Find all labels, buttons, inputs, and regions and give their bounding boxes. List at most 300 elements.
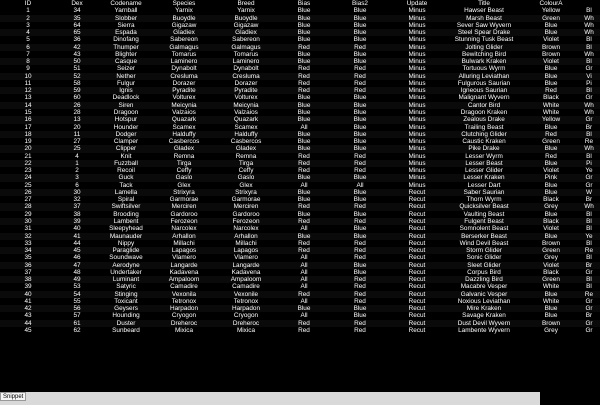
table-row[interactable] bbox=[0, 36, 600, 43]
table-row[interactable] bbox=[0, 291, 600, 298]
cell-coloura: Pink bbox=[524, 174, 578, 181]
cell-coloura: Black bbox=[524, 94, 578, 101]
cell-colourb: Bl bbox=[578, 7, 600, 14]
cell-coloura: Grey bbox=[524, 327, 578, 334]
cell-codename: Hotspur bbox=[98, 116, 154, 123]
cell-coloura: White bbox=[524, 298, 578, 305]
cell-colourb: Gr bbox=[578, 305, 600, 312]
cell-bias: Red bbox=[278, 44, 330, 51]
cell-title: Savage Kraken bbox=[444, 312, 524, 319]
cell-codename: Yarnball bbox=[98, 7, 154, 14]
cell-breed: Harpadon bbox=[214, 305, 278, 312]
cell-dex: 38 bbox=[56, 211, 98, 218]
cell-codename: Nether bbox=[98, 73, 154, 80]
cell-breed: Volturex bbox=[214, 94, 278, 101]
cell-codename: Recoil bbox=[98, 167, 154, 174]
cell-bias2: Red bbox=[330, 254, 390, 261]
cell-id: 4 bbox=[0, 29, 56, 36]
table-row[interactable] bbox=[0, 247, 600, 254]
cell-update: Recut bbox=[390, 247, 444, 254]
cell-update: Minus bbox=[390, 44, 444, 51]
cell-codename: Dodger bbox=[98, 131, 154, 138]
table-row[interactable] bbox=[0, 320, 600, 327]
cell-bias2: Blue bbox=[330, 7, 390, 14]
table-row[interactable] bbox=[0, 262, 600, 269]
cell-colourb: Br bbox=[578, 196, 600, 203]
cell-species: Gaslo bbox=[154, 174, 214, 181]
cell-colourb: Wh bbox=[578, 15, 600, 22]
cell-bias: Red bbox=[278, 247, 330, 254]
cell-update: Recut bbox=[390, 305, 444, 312]
cell-title: Zealous Drake bbox=[444, 116, 524, 123]
cell-id: 22 bbox=[0, 160, 56, 167]
cell-title: Sleet Glider bbox=[444, 262, 524, 269]
cell-id: 21 bbox=[0, 153, 56, 160]
cell-dex: 42 bbox=[56, 44, 98, 51]
cell-title: Macabre Vesper bbox=[444, 283, 524, 290]
table-row[interactable] bbox=[0, 160, 600, 167]
cell-codename: Brooding bbox=[98, 211, 154, 218]
cell-coloura: Yellow bbox=[524, 116, 578, 123]
cell-dex: 30 bbox=[56, 189, 98, 196]
cell-title: Caustic Kraken bbox=[444, 138, 524, 145]
cell-dex: 62 bbox=[56, 327, 98, 334]
cell-bias2: Blue bbox=[330, 225, 390, 232]
cell-dex: 3 bbox=[56, 174, 98, 181]
cell-colourb: Br bbox=[578, 124, 600, 131]
table-row[interactable] bbox=[0, 189, 600, 196]
cell-codename: Stinging bbox=[98, 291, 154, 298]
cell-bias2: Red bbox=[330, 218, 390, 225]
cell-title: Berserker Beast bbox=[444, 233, 524, 240]
cell-id: 15 bbox=[0, 109, 56, 116]
cell-colourb: W bbox=[578, 189, 600, 196]
cell-title: Bulwark Kraken bbox=[444, 58, 524, 65]
cell-update: Minus bbox=[390, 131, 444, 138]
cell-id: 3 bbox=[0, 22, 56, 29]
cell-dex: 4 bbox=[56, 153, 98, 160]
cell-title: Lesser Dart bbox=[444, 182, 524, 189]
cell-bias: Red bbox=[278, 320, 330, 327]
cell-coloura: Green bbox=[524, 138, 578, 145]
cell-coloura: Blue bbox=[524, 65, 578, 72]
cell-dex: 11 bbox=[56, 131, 98, 138]
table-row[interactable] bbox=[0, 269, 600, 276]
cell-bias2: Blue bbox=[330, 305, 390, 312]
table-row[interactable] bbox=[0, 94, 600, 101]
cell-bias: Red bbox=[278, 327, 330, 334]
cell-dex: 54 bbox=[56, 291, 98, 298]
cell-update: Minus bbox=[390, 124, 444, 131]
cell-colourb: Wh bbox=[578, 145, 600, 152]
table-body bbox=[0, 7, 600, 334]
cell-codename: Sunbeard bbox=[98, 327, 154, 334]
cell-bias2: Red bbox=[330, 203, 390, 210]
table-row[interactable] bbox=[0, 218, 600, 225]
cell-dex: 35 bbox=[56, 15, 98, 22]
cell-update: Recut bbox=[390, 211, 444, 218]
cell-id: 8 bbox=[0, 58, 56, 65]
cell-id: 40 bbox=[0, 291, 56, 298]
cell-dex: 13 bbox=[56, 116, 98, 123]
column-header-dex[interactable]: Dex bbox=[71, 0, 83, 8]
cell-codename: Knit bbox=[98, 153, 154, 160]
table-row[interactable] bbox=[0, 233, 600, 240]
table-row[interactable] bbox=[0, 109, 600, 116]
table-row[interactable] bbox=[0, 73, 600, 80]
cell-update: Recut bbox=[390, 283, 444, 290]
cell-title: Thorn Wyrm bbox=[444, 196, 524, 203]
cell-colourb: Bl bbox=[578, 276, 600, 283]
table-row[interactable] bbox=[0, 298, 600, 305]
cell-id: 43 bbox=[0, 312, 56, 319]
table-row[interactable] bbox=[0, 145, 600, 152]
bottom-bar bbox=[0, 392, 540, 405]
cell-colourb: Bl bbox=[578, 44, 600, 51]
cell-colourb: Bl bbox=[578, 240, 600, 247]
cell-codename: Slobber bbox=[98, 15, 154, 22]
table-row[interactable] bbox=[0, 240, 600, 247]
cell-bias: Red bbox=[278, 218, 330, 225]
cell-bias2: Red bbox=[330, 167, 390, 174]
cell-id: 12 bbox=[0, 87, 56, 94]
cell-coloura: Blue bbox=[524, 189, 578, 196]
table-row[interactable] bbox=[0, 327, 600, 334]
cell-breed: Langarde bbox=[214, 262, 278, 269]
cell-id: 20 bbox=[0, 145, 56, 152]
table-row[interactable] bbox=[0, 80, 600, 87]
column-header-title[interactable]: Title bbox=[478, 0, 490, 8]
cell-coloura: White bbox=[524, 109, 578, 116]
cell-codename: Geysers bbox=[98, 305, 154, 312]
cell-bias: Blue bbox=[278, 131, 330, 138]
cell-species: Halduffy bbox=[154, 131, 214, 138]
table-row[interactable] bbox=[0, 51, 600, 58]
cell-bias2: Red bbox=[330, 65, 390, 72]
cell-bias2: Red bbox=[330, 80, 390, 87]
cell-dex: 6 bbox=[56, 182, 98, 189]
cell-breed: Arhallon bbox=[214, 233, 278, 240]
cell-id: 26 bbox=[0, 189, 56, 196]
cell-id: 19 bbox=[0, 138, 56, 145]
column-header-codename[interactable]: Codename bbox=[110, 0, 142, 8]
cell-title: Pike Drake bbox=[444, 145, 524, 152]
column-header-breed[interactable]: Breed bbox=[237, 0, 255, 8]
cell-codename: Aerodyne bbox=[98, 262, 154, 269]
cell-colourb: Re bbox=[578, 247, 600, 254]
cell-species: Buoydle bbox=[154, 15, 214, 22]
cell-bias: Blue bbox=[278, 22, 330, 29]
table-row[interactable] bbox=[0, 65, 600, 72]
cell-colourb: Wh bbox=[578, 22, 600, 29]
cell-bias: Blue bbox=[278, 305, 330, 312]
cell-colourb: Bl bbox=[578, 283, 600, 290]
table-row[interactable] bbox=[0, 22, 600, 29]
cell-codename: Casque bbox=[98, 58, 154, 65]
cell-colourb: Bl bbox=[578, 153, 600, 160]
cell-species: Ceffy bbox=[154, 167, 214, 174]
cell-coloura: Blue bbox=[524, 211, 578, 218]
cell-update: Recut bbox=[390, 262, 444, 269]
cell-breed: Garmorae bbox=[214, 196, 278, 203]
cell-title: Marsh Beast bbox=[444, 15, 524, 22]
cell-bias2: Blue bbox=[330, 211, 390, 218]
cell-codename: Undertaker bbox=[98, 269, 154, 276]
cell-bias2: Blue bbox=[330, 102, 390, 109]
cell-coloura: Grey bbox=[524, 254, 578, 261]
cell-breed: Ampaloom bbox=[214, 276, 278, 283]
cell-breed: Glex bbox=[214, 182, 278, 189]
cell-species: Cryogon bbox=[154, 312, 214, 319]
cell-update: Minus bbox=[390, 73, 444, 80]
cell-dex: 57 bbox=[56, 312, 98, 319]
cell-coloura: Grey bbox=[524, 203, 578, 210]
cell-breed: Buoydle bbox=[214, 15, 278, 22]
cell-dex: 37 bbox=[56, 203, 98, 210]
snippet-button[interactable]: Snippet bbox=[0, 392, 26, 401]
cell-bias: Blue bbox=[278, 174, 330, 181]
cell-update: Minus bbox=[390, 167, 444, 174]
column-header-id[interactable]: ID bbox=[24, 0, 32, 8]
cell-dex: 64 bbox=[56, 22, 98, 29]
cell-update: Minus bbox=[390, 153, 444, 160]
cell-bias2: Blue bbox=[330, 196, 390, 203]
cell-dex: 25 bbox=[56, 145, 98, 152]
cell-coloura: Red bbox=[524, 131, 578, 138]
cell-coloura: White bbox=[524, 283, 578, 290]
cell-bias2: Blue bbox=[330, 312, 390, 319]
cell-id: 30 bbox=[0, 218, 56, 225]
cell-colourb: Wh bbox=[578, 109, 600, 116]
cell-id: 38 bbox=[0, 276, 56, 283]
table-row[interactable] bbox=[0, 29, 600, 36]
cell-title: Vaulting Beast bbox=[444, 211, 524, 218]
table-row[interactable] bbox=[0, 7, 600, 14]
cell-dex: 34 bbox=[56, 7, 98, 14]
cell-colourb: Bl bbox=[578, 211, 600, 218]
cell-coloura: Violet bbox=[524, 58, 578, 65]
column-header-update[interactable]: Update bbox=[406, 0, 428, 8]
cell-bias: Blue bbox=[278, 15, 330, 22]
table-row[interactable] bbox=[0, 196, 600, 203]
cell-coloura: Violet bbox=[524, 262, 578, 269]
cell-species: Millachi bbox=[154, 240, 214, 247]
cell-bias: All bbox=[278, 225, 330, 232]
column-header-bias[interactable]: Bias bbox=[297, 0, 311, 8]
cell-species: Vlamero bbox=[154, 254, 214, 261]
cell-update: Recut bbox=[390, 276, 444, 283]
cell-bias2: Red bbox=[330, 87, 390, 94]
cell-coloura: Green bbox=[524, 276, 578, 283]
cell-breed: Tomarus bbox=[214, 51, 278, 58]
cell-codename: Siren bbox=[98, 102, 154, 109]
cell-breed: Scamex bbox=[214, 124, 278, 131]
cell-coloura: Blue bbox=[524, 124, 578, 131]
cell-id: 13 bbox=[0, 94, 56, 101]
cell-breed: Vlamero bbox=[214, 254, 278, 261]
cell-id: 34 bbox=[0, 247, 56, 254]
table-row[interactable] bbox=[0, 124, 600, 131]
table-row[interactable] bbox=[0, 276, 600, 283]
cell-colourb: Gr bbox=[578, 269, 600, 276]
column-header-bias2[interactable]: Bias2 bbox=[352, 0, 368, 8]
cell-bias: All bbox=[278, 269, 330, 276]
table-row[interactable] bbox=[0, 254, 600, 261]
cell-coloura: Violet bbox=[524, 225, 578, 232]
cell-colourb: Bl bbox=[578, 218, 600, 225]
table-row[interactable] bbox=[0, 138, 600, 145]
table-row[interactable] bbox=[0, 174, 600, 181]
cell-coloura: Blue bbox=[524, 182, 578, 189]
table-row[interactable] bbox=[0, 44, 600, 51]
cell-id: 2 bbox=[0, 15, 56, 22]
cell-species: Laminero bbox=[154, 58, 214, 65]
cell-id: 32 bbox=[0, 233, 56, 240]
cell-id: 37 bbox=[0, 269, 56, 276]
cell-colourb: Gr bbox=[578, 298, 600, 305]
cell-colourb: Wh bbox=[578, 102, 600, 109]
cell-breed: Camadire bbox=[214, 283, 278, 290]
cell-bias2: Blue bbox=[330, 109, 390, 116]
table-row[interactable] bbox=[0, 153, 600, 160]
cell-breed: Quazark bbox=[214, 116, 278, 123]
table-row[interactable] bbox=[0, 312, 600, 319]
cell-id: 11 bbox=[0, 80, 56, 87]
cell-breed: Merciren bbox=[214, 203, 278, 210]
cell-update: Recut bbox=[390, 254, 444, 261]
cell-id: 23 bbox=[0, 167, 56, 174]
cell-dex: 46 bbox=[56, 254, 98, 261]
cell-species: Strixyra bbox=[154, 189, 214, 196]
table-row[interactable] bbox=[0, 167, 600, 174]
cell-bias2: Blue bbox=[330, 138, 390, 145]
cell-dex: 55 bbox=[56, 298, 98, 305]
table-row[interactable] bbox=[0, 102, 600, 109]
cell-species: Vexonila bbox=[154, 291, 214, 298]
cell-bias: Red bbox=[278, 73, 330, 80]
cell-dex: 20 bbox=[56, 124, 98, 131]
cell-coloura: Blue bbox=[524, 312, 578, 319]
cell-update: Minus bbox=[390, 102, 444, 109]
cell-dex: 2 bbox=[56, 167, 98, 174]
cell-codename: Seizer bbox=[98, 65, 154, 72]
cell-colourb: Gr bbox=[578, 320, 600, 327]
cell-bias2: Blue bbox=[330, 116, 390, 123]
cell-breed: Gigazaw bbox=[214, 22, 278, 29]
cell-bias: Red bbox=[278, 65, 330, 72]
cell-colourb: Vi bbox=[578, 73, 600, 80]
cell-breed: Mixica bbox=[214, 327, 278, 334]
cell-bias2: Red bbox=[330, 291, 390, 298]
cell-coloura: Yellow bbox=[524, 7, 578, 14]
cell-title: Lesser Beast bbox=[444, 160, 524, 167]
cell-coloura: Black bbox=[524, 196, 578, 203]
cell-codename: Guck bbox=[98, 174, 154, 181]
cell-bias: Blue bbox=[278, 116, 330, 123]
cell-id: 28 bbox=[0, 203, 56, 210]
cell-bias: All bbox=[278, 182, 330, 189]
cell-species: Yarnix bbox=[154, 7, 214, 14]
column-header-coloura[interactable]: ColourA bbox=[539, 0, 563, 8]
cell-title: Hawser Beast bbox=[444, 7, 524, 14]
cell-bias: Red bbox=[278, 203, 330, 210]
cell-species: Gladiex bbox=[154, 29, 214, 36]
cell-title: Fulgent Beast bbox=[444, 218, 524, 225]
table-row[interactable] bbox=[0, 225, 600, 232]
cell-bias2: Red bbox=[330, 73, 390, 80]
cell-id: 25 bbox=[0, 182, 56, 189]
table-row[interactable] bbox=[0, 305, 600, 312]
cell-update: Minus bbox=[390, 58, 444, 65]
table-row[interactable] bbox=[0, 87, 600, 94]
cell-title: Quicksilver Beast bbox=[444, 203, 524, 210]
cell-bias: All bbox=[278, 298, 330, 305]
cell-colourb: Ye bbox=[578, 233, 600, 240]
cell-title: Lambente Wyvern bbox=[444, 327, 524, 334]
cell-bias: Blue bbox=[278, 189, 330, 196]
cell-update: Minus bbox=[390, 65, 444, 72]
cell-title: Stunning Tusk Beast bbox=[444, 36, 524, 43]
cell-title: Fulgurous Saurian bbox=[444, 80, 524, 87]
cell-bias2: Blue bbox=[330, 131, 390, 138]
cell-dex: 27 bbox=[56, 138, 98, 145]
cell-breed: Vexonile bbox=[214, 291, 278, 298]
cell-colourb: Gr bbox=[578, 65, 600, 72]
cell-colourb: Wh bbox=[578, 51, 600, 58]
cell-dex: 26 bbox=[56, 102, 98, 109]
cell-species: Quazark bbox=[154, 116, 214, 123]
cell-bias2: Blue bbox=[330, 58, 390, 65]
cell-bias2: Red bbox=[330, 247, 390, 254]
cell-dex: 39 bbox=[56, 218, 98, 225]
cell-codename: Swiftsilver bbox=[98, 203, 154, 210]
table-row[interactable] bbox=[0, 58, 600, 65]
table-row[interactable] bbox=[0, 203, 600, 210]
cell-breed: Remna bbox=[214, 153, 278, 160]
cell-dex: 60 bbox=[56, 94, 98, 101]
cell-codename: Hounder bbox=[98, 124, 154, 131]
table-row[interactable] bbox=[0, 131, 600, 138]
cell-bias2: Blue bbox=[330, 262, 390, 269]
cell-coloura: Brown bbox=[524, 51, 578, 58]
cell-title: Noxious Leviathan bbox=[444, 298, 524, 305]
table-row[interactable] bbox=[0, 15, 600, 22]
cell-species: Lapagos bbox=[154, 247, 214, 254]
table-row[interactable] bbox=[0, 211, 600, 218]
cell-bias2: All bbox=[330, 182, 390, 189]
table-row[interactable] bbox=[0, 182, 600, 189]
cell-bias: Blue bbox=[278, 233, 330, 240]
cell-bias: All bbox=[278, 262, 330, 269]
cell-codename: Dragoon bbox=[98, 109, 154, 116]
cell-breed: Galmagus bbox=[214, 44, 278, 51]
cell-update: Minus bbox=[390, 182, 444, 189]
cell-bias: Blue bbox=[278, 211, 330, 218]
cell-title: Sever Saw Wyvern bbox=[444, 22, 524, 29]
cell-bias: Red bbox=[278, 167, 330, 174]
table-row[interactable] bbox=[0, 283, 600, 290]
cell-codename: Sierra bbox=[98, 22, 154, 29]
cell-codename: Dinofang bbox=[98, 36, 154, 43]
column-header-species[interactable]: Species bbox=[172, 0, 196, 8]
cell-coloura: White bbox=[524, 102, 578, 109]
cell-bias: Blue bbox=[278, 94, 330, 101]
table-row[interactable] bbox=[0, 116, 600, 123]
cell-dex: 59 bbox=[56, 87, 98, 94]
cell-dex: 1 bbox=[56, 160, 98, 167]
cell-bias2: Red bbox=[330, 298, 390, 305]
column-header-colourb[interactable] bbox=[578, 0, 600, 7]
